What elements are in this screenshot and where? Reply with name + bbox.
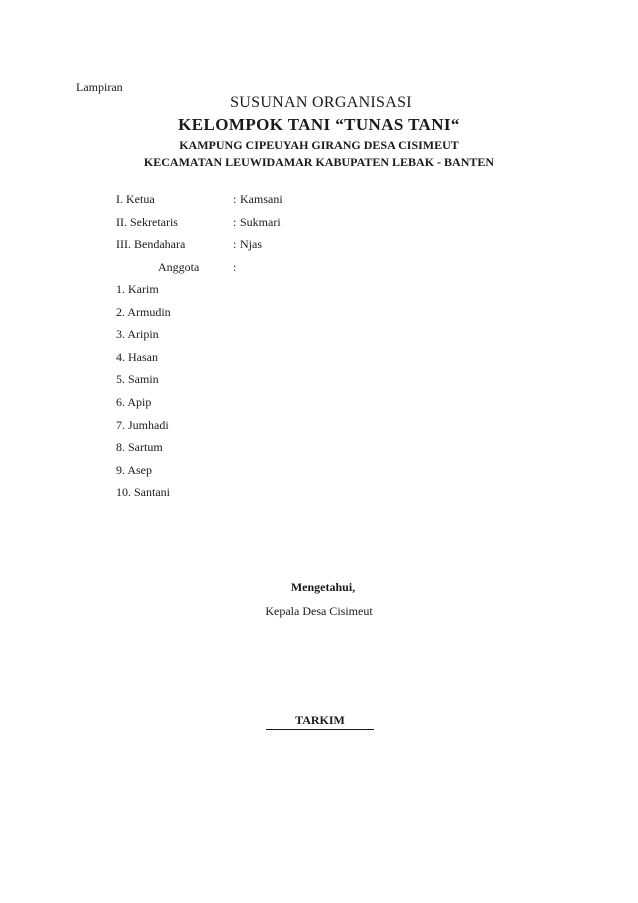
signer-name: TARKIM (266, 713, 374, 730)
officer-name: Sukmari (240, 215, 281, 229)
list-item: 4. Hasan (116, 349, 158, 364)
separator: : (233, 215, 237, 229)
role-label: II. Sekretaris (116, 215, 178, 229)
attachment-label: Lampiran (76, 80, 123, 94)
role-label: I. Ketua (116, 192, 155, 206)
district-line: KECAMATAN LEUWIDAMAR KABUPATEN LEBAK - BANTEN (143, 155, 495, 169)
list-item: 8. Sartum (116, 440, 163, 455)
document-title: SUSUNAN ORGANISASI (230, 94, 412, 111)
list-item: 6. Apip (116, 394, 152, 409)
list-item: 9. Asep (116, 462, 152, 477)
list-item: 7. Jumhadi (116, 417, 169, 432)
list-item: 5. Samin (116, 372, 159, 387)
village-line: KAMPUNG CIPEUYAH GIRANG DESA CISIMEUT (179, 138, 459, 152)
officer-name: Kamsani (240, 192, 283, 206)
list-item: 2. Armudin (116, 304, 171, 319)
separator: : (233, 192, 237, 206)
separator: : (233, 260, 237, 274)
list-item: 1. Karim (116, 282, 159, 296)
members-list (116, 282, 171, 508)
list-item: 3. Aripin (116, 327, 159, 342)
group-name: KELOMPOK TANI “TUNAS TANI“ (178, 115, 460, 134)
signer-position: Kepala Desa Cisimeut (265, 604, 373, 618)
separator: : (233, 237, 237, 251)
members-label: Anggota (158, 260, 200, 274)
acknowledged-label: Mengetahui, (290, 580, 356, 594)
list-item: 10. Santani (116, 485, 170, 500)
officer-name: Njas (240, 237, 262, 251)
role-label: III. Bendahara (116, 237, 186, 251)
